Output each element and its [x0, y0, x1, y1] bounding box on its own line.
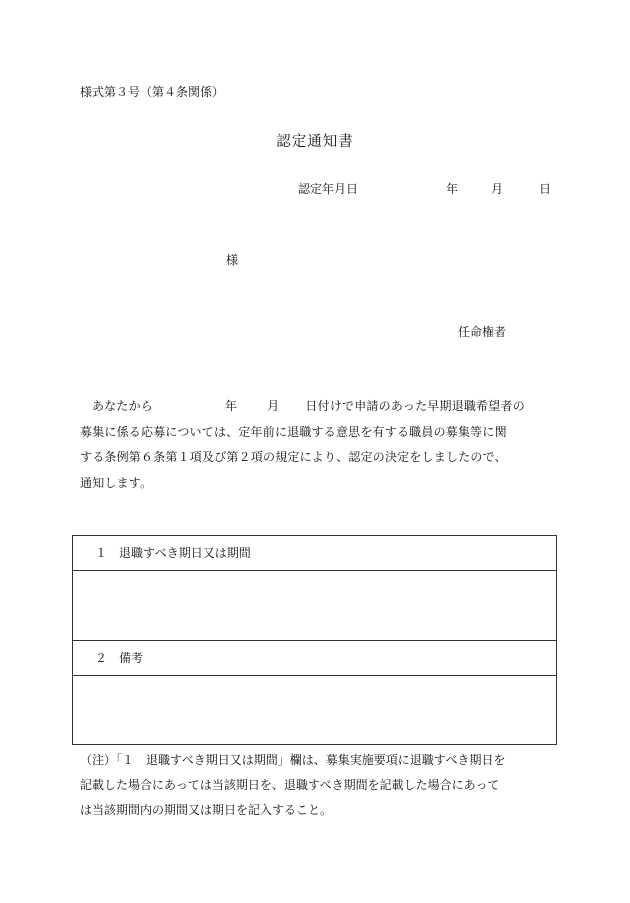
- retirement-date-number: １: [95, 546, 108, 560]
- note-line-2: 記載した場合にあっては当該期日を、退職すべき期間を記載した場合にあって: [80, 778, 500, 792]
- body-suffix: 日付けで申請のあった早期退職希望者の: [305, 399, 525, 413]
- notice-body: [80, 394, 560, 496]
- body-line-3: する条例第６条第１項及び第２項の規定により、認定の決定をしましたので、: [80, 450, 507, 464]
- remarks-label: 備考: [119, 651, 144, 665]
- retirement-date-label: 退職すべき期日又は期間: [119, 546, 251, 560]
- retirement-date-header: [73, 536, 556, 571]
- recipient-honorific: 様: [226, 253, 239, 267]
- details-table: [72, 535, 557, 745]
- body-month: 月: [267, 399, 280, 413]
- remarks-number: ２: [95, 651, 108, 665]
- form-number: 様式第３号（第４条関係）: [80, 85, 225, 99]
- note-line-3: は当該期間内の期間又は期日を記入すること。: [80, 803, 333, 817]
- footnote: [80, 748, 560, 823]
- remarks-header: [73, 641, 556, 676]
- date-month-label: 月: [491, 182, 504, 196]
- body-line-2: 募集に係る応募については、定年前に退職する意思を有する職員の募集等に関: [80, 424, 507, 439]
- retirement-date-field[interactable]: [73, 571, 556, 641]
- document-title: 認定通知書: [276, 134, 354, 150]
- remarks-field[interactable]: [73, 676, 556, 744]
- body-line-1: [80, 394, 560, 420]
- body-year: 年: [225, 399, 238, 413]
- date-day-label: 日: [539, 182, 552, 196]
- body-line-4: 通知します。: [80, 475, 153, 490]
- date-year-label: 年: [446, 182, 459, 196]
- appointing-authority: 任命権者: [458, 325, 507, 339]
- note-line-1: （注）「１ 退職すべき期日又は期間」欄は、募集実施要項に退職すべき期日を: [80, 753, 506, 767]
- body-prefix: あなたから: [92, 399, 154, 413]
- certification-date-label: 認定年月日: [298, 182, 359, 196]
